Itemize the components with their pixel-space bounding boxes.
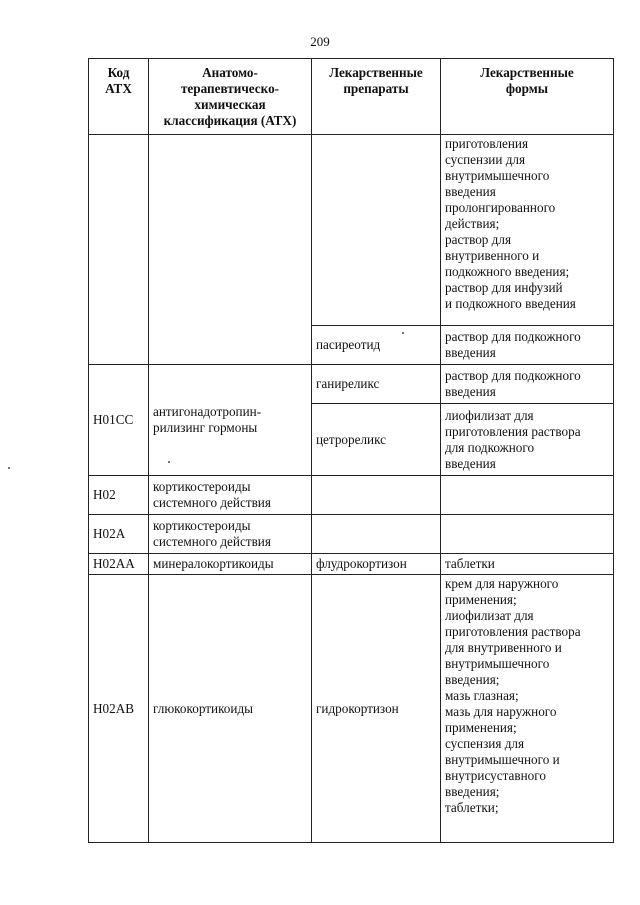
header-forms: Лекарственные формы — [441, 59, 614, 135]
forms-cell-empty — [441, 476, 614, 515]
table-row — [89, 554, 614, 575]
code-cell: H01CC — [89, 365, 149, 476]
scan-speck — [168, 461, 170, 463]
scan-speck — [402, 332, 404, 334]
code-cell: H02 — [89, 476, 149, 515]
forms-cell: раствор для подкожного введения — [441, 326, 614, 365]
table-row — [89, 575, 614, 843]
table-row — [89, 476, 614, 515]
forms-cell: раствор для подкожного введения — [441, 365, 614, 404]
drug-cell: флудрокортизон — [312, 554, 441, 575]
header-code: Код АТХ — [89, 59, 149, 135]
forms-cell: приготовления суспензии для внутримышечного введения пролонгированного действия; раствор для внутривенного и подкожного введения; раствор для инфузий и подкожного введения — [441, 135, 614, 326]
classification-cell: кортикостероиды системного действия — [149, 515, 312, 554]
classification-cell: кортикостероиды системного действия — [149, 476, 312, 515]
code-cell: H02AB — [89, 575, 149, 843]
page-number: 209 — [310, 34, 330, 49]
header-classification: Анатомо- терапевтическо- химическая классификация (АТХ) — [149, 59, 312, 135]
forms-cell-empty — [441, 515, 614, 554]
header-drugs: Лекарственные препараты — [312, 59, 441, 135]
classification-cell: глюкокортикоиды — [149, 575, 312, 843]
drug-cell: цетрореликс — [312, 404, 441, 476]
atx-table — [88, 58, 614, 843]
drug-cell: гидрокортизон — [312, 575, 441, 843]
table-row — [89, 135, 614, 326]
table-row — [89, 515, 614, 554]
classification-cell-empty — [149, 135, 312, 365]
drug-cell: пасиреотид — [312, 326, 441, 365]
code-cell: H02AA — [89, 554, 149, 575]
drug-cell-empty — [312, 135, 441, 326]
table-header-row — [89, 59, 614, 135]
scan-speck — [8, 467, 10, 469]
classification-cell: антигонадотропин- рилизинг гормоны — [149, 365, 312, 476]
drug-cell-empty — [312, 476, 441, 515]
forms-cell: лиофилизат для приготовления раствора для подкожного введения — [441, 404, 614, 476]
forms-cell: таблетки — [441, 554, 614, 575]
drug-cell: ганиреликс — [312, 365, 441, 404]
drug-cell-empty — [312, 515, 441, 554]
forms-cell: крем для наружного применения; лиофилизат для приготовления раствора для внутривенного и внутримышечного введения; мазь глазная; мазь для наружного применения; суспензия для внутримышечного и внутрисуставного введения; таблетки; — [441, 575, 614, 843]
classification-cell: минералокортикоиды — [149, 554, 312, 575]
code-cell: H02A — [89, 515, 149, 554]
code-cell-empty — [89, 135, 149, 365]
table-row — [89, 365, 614, 404]
